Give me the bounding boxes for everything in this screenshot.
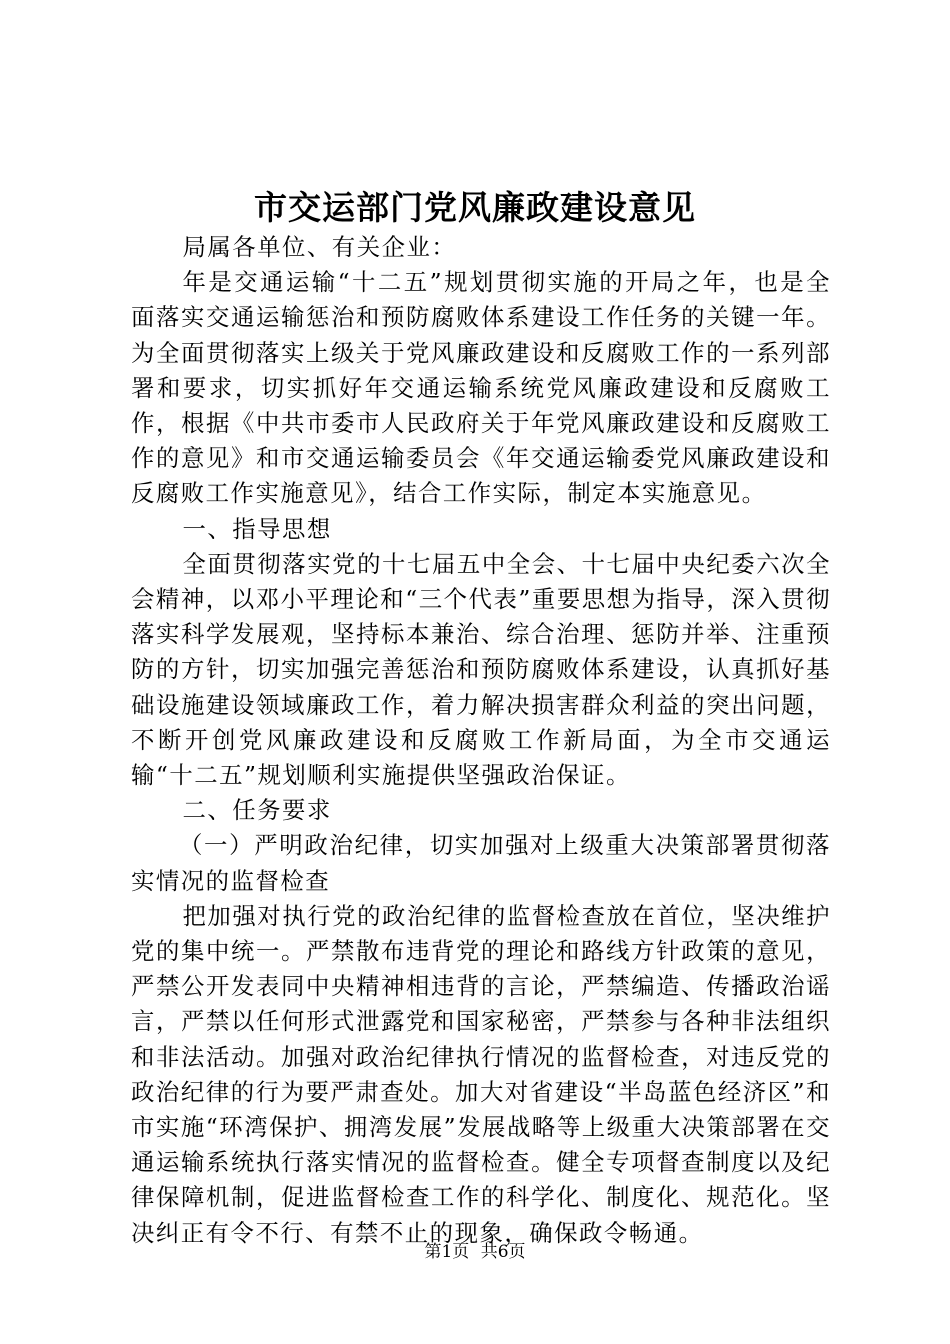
page-number-footer: 第1页 共6页 <box>424 1242 526 1262</box>
guiding-thought-paragraph: 全面贯彻落实党的十七届五中全会、十七届中央纪委六次全会精神，以邓小平理论和“三个代表”重要思想为指导，深入贯彻落实科学发展观，坚持标本兼治、综合治理、惩防并举、注重预防的方针，切实加强完善惩治和预防腐败体系建设，认真抓好基础设施建设领域廉政工作，着力解决损害群众利益的突出问题，不断开创党风廉政建设和反腐败工作新局面，为全市交通运输“十二五”规划顺利实施提供坚强政治保证。 <box>131 549 831 790</box>
subsection-heading-political-discipline: （一）严明政治纪律，切实加强对上级重大决策部署贯彻落实情况的监督检查 <box>131 831 831 895</box>
document-title: 市交运部门党风廉政建设意见 <box>254 188 696 227</box>
political-discipline-paragraph: 把加强对执行党的政治纪律的监督检查放在首位，坚决维护党的集中统一。严禁散布违背党的理论和路线方针政策的意见，严禁公开发表同中央精神相违背的言论，严禁编造、传播政治谣言，严禁以任何形式泄露党和国家秘密，严禁参与各种非法组织和非法活动。加强对政治纪律执行情况的监督检查，对违反党的政治纪律的行为要严肃查处。加大对省建设“半岛蓝色经济区”和市实施“环湾保护、拥湾发展”发展战略等上级重大决策部署在交通运输系统执行落实情况的监督检查。健全专项督查制度以及纪律保障机制，促进监督检查工作的科学化、制度化、规范化。坚决纠正有令不行、有禁不止的现象，确保政令畅通。 <box>131 901 831 1247</box>
section-heading-task-requirements: 二、任务要求 <box>182 796 332 825</box>
salutation: 局属各单位、有关企业： <box>182 233 457 261</box>
section-heading-guiding-thought: 一、指导思想 <box>182 514 332 543</box>
intro-paragraph: 年是交通运输“十二五”规划贯彻实施的开局之年，也是全面落实交通运输惩治和预防腐败体系建设工作任务的关键一年。为全面贯彻落实上级关于党风廉政建设和反腐败工作的一系列部署和要求，切实抓好年交通运输系统党风廉政建设和反腐败工作，根据《中共市委市人民政府关于年党风廉政建设和反腐败工作的意见》和市交通运输委员会《年交通运输委党风廉政建设和反腐败工作实施意见》，结合工作实际，制定本实施意见。 <box>131 268 831 508</box>
document-body <box>131 230 831 1251</box>
